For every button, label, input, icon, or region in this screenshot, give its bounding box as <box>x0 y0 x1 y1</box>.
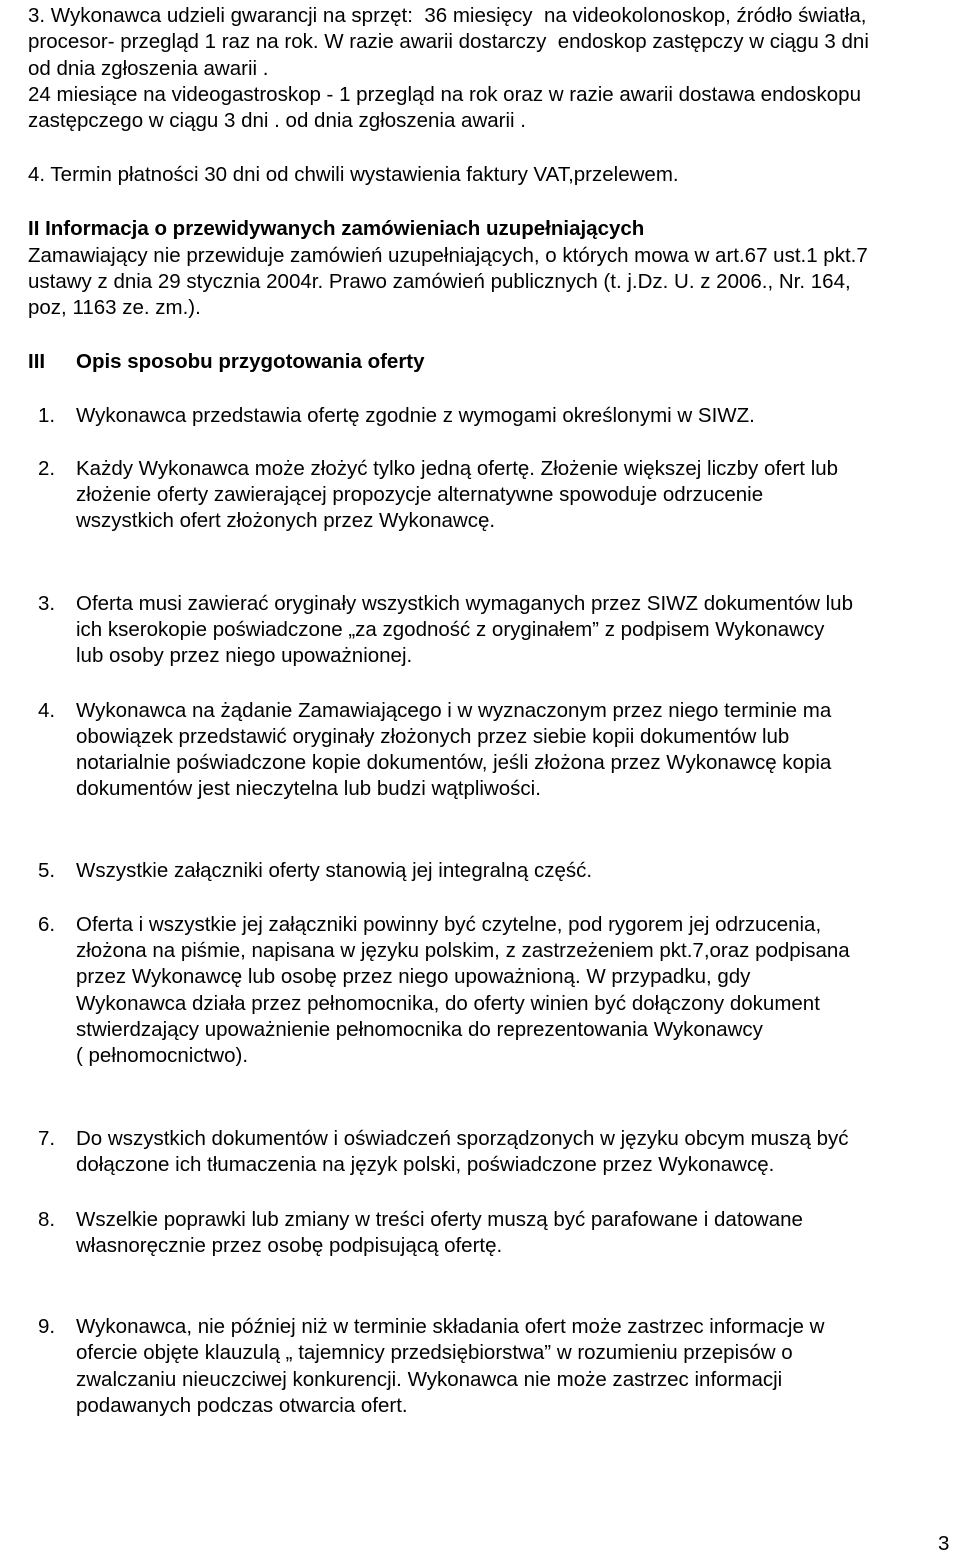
text-line: wszystkich ofert złożonych przez Wykonawcę. <box>76 509 496 532</box>
item-number: 8. <box>38 1208 56 1231</box>
text-line: przez Wykonawcę lub osobę przez niego upoważnioną. W przypadku, gdy <box>76 965 751 988</box>
item-number: 2. <box>38 457 56 480</box>
section-iii-heading: Opis sposobu przygotowania oferty <box>76 350 425 373</box>
section-iii-roman: III <box>28 350 46 373</box>
text-line: 24 miesiące na videogastroskop - 1 przegląd na rok oraz w razie awarii dostawa endoskopu <box>28 83 861 106</box>
item-number: 7. <box>38 1127 56 1150</box>
text-line: Do wszystkich dokumentów i oświadczeń sporządzonych w języku obcym muszą być <box>76 1127 849 1150</box>
text-line: złożona na piśmie, napisana w języku polskim, z zastrzeżeniem pkt.7,oraz podpisana <box>76 939 850 962</box>
text-line: dokumentów jest nieczytelna lub budzi wątpliwości. <box>76 777 541 800</box>
text-line: Wszystkie załączniki oferty stanowią jej integralną część. <box>76 859 593 882</box>
text-line: Wszelkie poprawki lub zmiany w treści oferty muszą być parafowane i datowane <box>76 1208 803 1231</box>
page-number: 3 <box>938 1532 950 1555</box>
item-number: 3. <box>38 592 56 615</box>
section-ii-heading: II Informacja o przewidywanych zamówieniach uzupełniających <box>28 217 645 240</box>
text-line: własnoręcznie przez osobę podpisującą ofertę. <box>76 1234 503 1257</box>
text-line: 3. Wykonawca udzieli gwarancji na sprzęt: 36 miesięcy na videokolonoskop, źródło światła, <box>28 4 867 27</box>
text-line: podawanych podczas otwarcia ofert. <box>76 1394 408 1417</box>
text-line: ofercie objęte klauzulą „ tajemnicy przedsiębiorstwa” w rozumieniu przepisów o <box>76 1341 793 1364</box>
text-line: poz, 1163 ze. zm.). <box>28 296 201 319</box>
text-line: Wykonawca, nie później niż w terminie składania ofert może zastrzec informacje w <box>76 1315 825 1338</box>
text-line: Oferta musi zawierać oryginały wszystkich wymaganych przez SIWZ dokumentów lub <box>76 592 853 615</box>
text-line: Każdy Wykonawca może złożyć tylko jedną ofertę. Złożenie większej liczby ofert lub <box>76 457 839 480</box>
text-line: ( pełnomocnictwo). <box>76 1044 249 1067</box>
item-number: 9. <box>38 1315 56 1338</box>
text-line: Wykonawca przedstawia ofertę zgodnie z wymogami określonymi w SIWZ. <box>76 404 755 427</box>
item-number: 1. <box>38 404 56 427</box>
item-number: 6. <box>38 913 56 936</box>
text-line: Zamawiający nie przewiduje zamówień uzupełniających, o których mowa w art.67 ust.1 pkt.7 <box>28 244 868 267</box>
text-line: Oferta i wszystkie jej załączniki powinny być czytelne, pod rygorem jej odrzucenia, <box>76 913 822 936</box>
text-line: zwalczaniu nieuczciwej konkurencji. Wykonawca nie może zastrzec informacji <box>76 1368 783 1391</box>
text-line: złożenie oferty zawierającej propozycje alternatywne spowoduje odrzucenie <box>76 483 764 506</box>
text-line: zastępczego w ciągu 3 dni . od dnia zgłoszenia awarii . <box>28 109 526 132</box>
text-line: notarialnie poświadczone kopie dokumentów, jeśli złożona przez Wykonawcę kopia <box>76 751 832 774</box>
text-line: lub osoby przez niego upoważnionej. <box>76 644 413 667</box>
text-line: Wykonawca na żądanie Zamawiającego i w wyznaczonym przez niego terminie ma <box>76 699 832 722</box>
text-line: ich kserokopie poświadczone „za zgodność z oryginałem” z podpisem Wykonawcy <box>76 618 825 641</box>
text-line: obowiązek przedstawić oryginały złożonych przez siebie kopii dokumentów lub <box>76 725 790 748</box>
text-line: ustawy z dnia 29 stycznia 2004r. Prawo zamówień publicznych (t. j.Dz. U. z 2006., Nr. 164, <box>28 270 851 293</box>
text-line: procesor- przegląd 1 raz na rok. W razie awarii dostarczy endoskop zastępczy w ciągu 3 dni <box>28 30 869 53</box>
payment-terms-line: 4. Termin płatności 30 dni od chwili wystawienia faktury VAT,przelewem. <box>28 163 679 186</box>
text-line: dołączone ich tłumaczenia na język polski, poświadczone przez Wykonawcę. <box>76 1153 775 1176</box>
item-number: 4. <box>38 699 56 722</box>
text-line: stwierdzający upoważnienie pełnomocnika do reprezentowania Wykonawcy <box>76 1018 763 1041</box>
item-number: 5. <box>38 859 56 882</box>
text-line: od dnia zgłoszenia awarii . <box>28 57 269 80</box>
text-line: Wykonawca działa przez pełnomocnika, do oferty winien być dołączony dokument <box>76 992 820 1015</box>
